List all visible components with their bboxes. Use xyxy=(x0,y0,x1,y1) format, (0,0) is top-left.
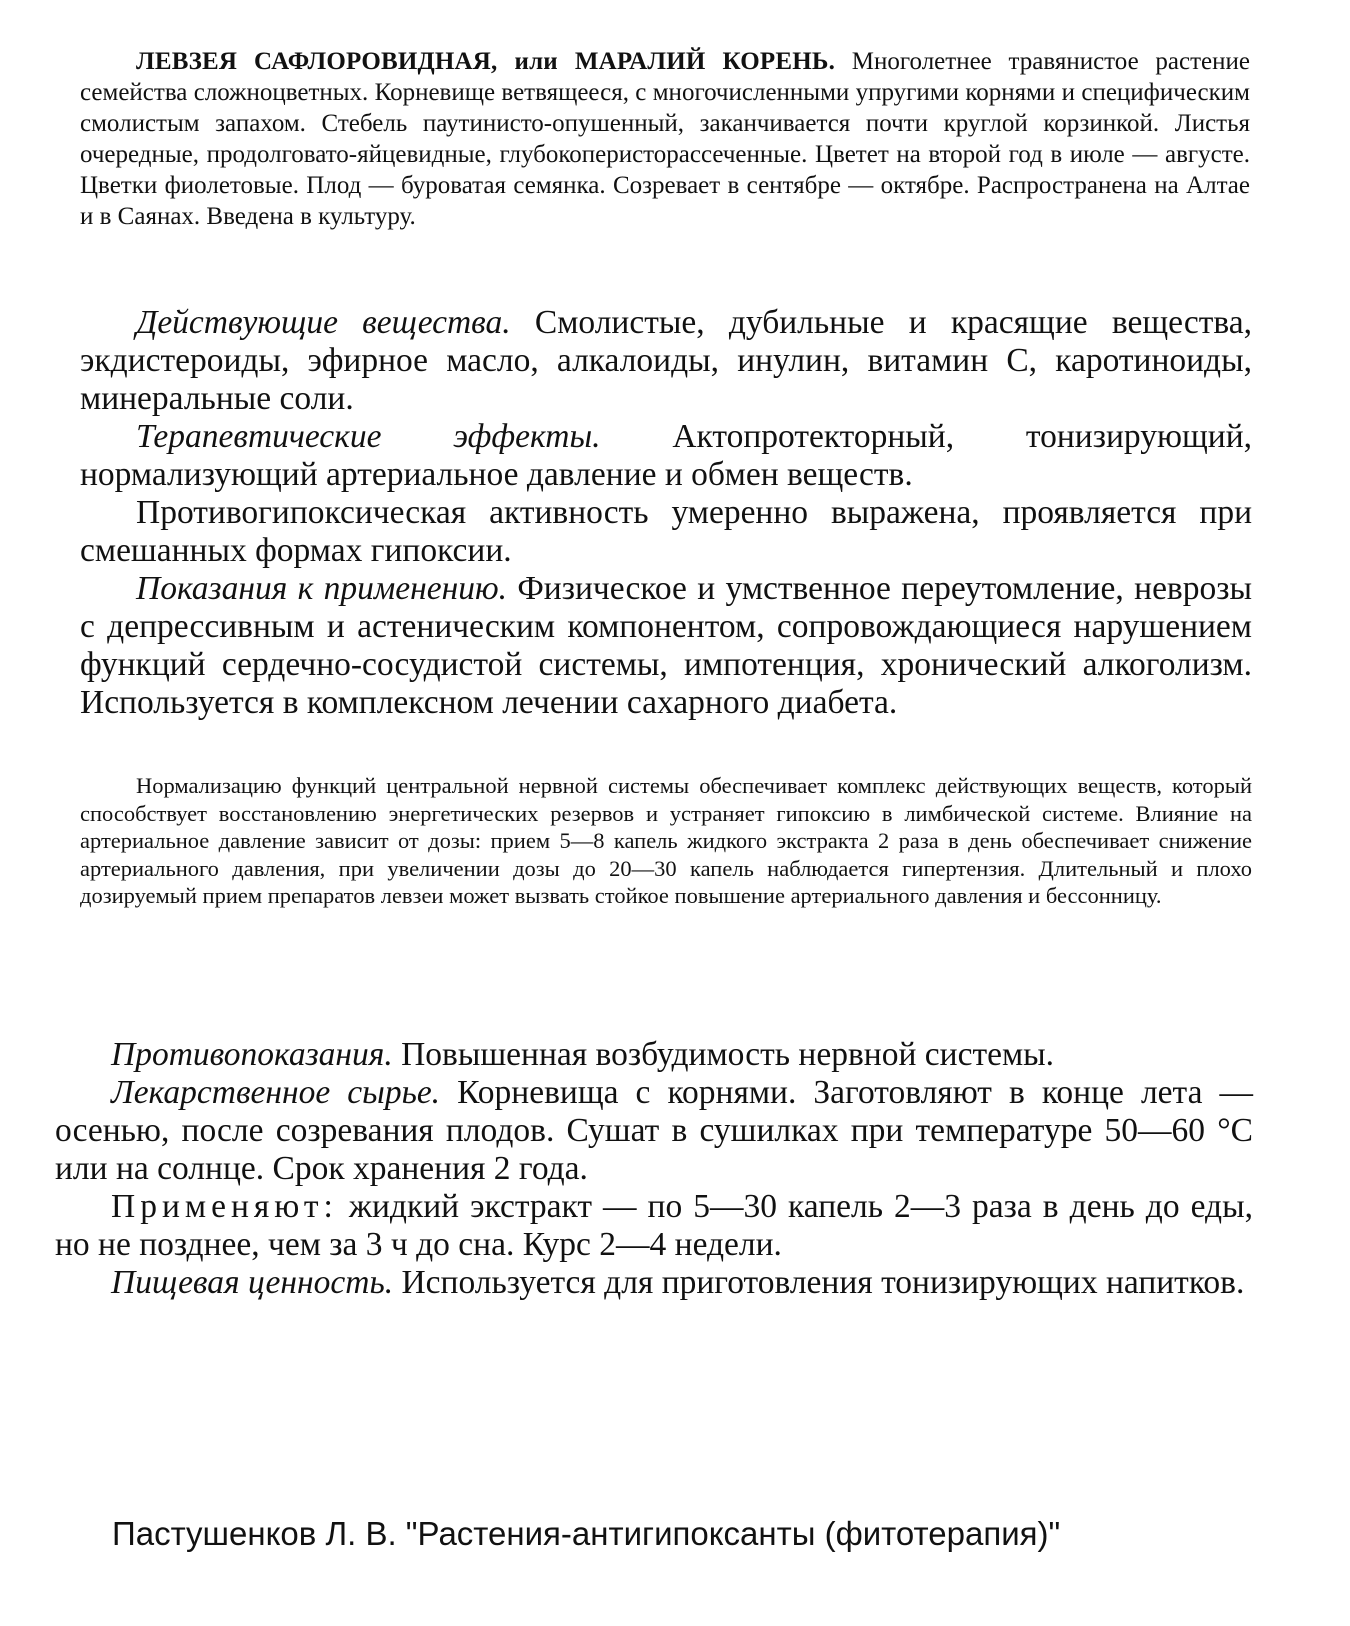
section-label: Действующие вещества. xyxy=(136,304,511,341)
section-usage xyxy=(55,1188,1253,1264)
section-label: Пищевая ценность. xyxy=(111,1264,394,1301)
section-text: Противогипоксическая активность умеренно выражена, проявляется при смешанных формах гипоксии. xyxy=(80,494,1252,569)
section-text: Повышенная возбудимость нервной системы. xyxy=(401,1036,1055,1073)
intro-text: Многолетнее травянистое растение семейства сложноцветных. Корневище ветвящееся, с многочисленными упругими корнями и специфическим смолистым запахом. Стебель паутинисто-опушенный, заканчивается почти круглой корзинкой. Листья очередные, продолговато-яйцевидные, глубокоперисторассеченные. Цветет на второй год в июле — августе. Цветки фиолетовые. Плод — буроватая семянка. Созревает в сентябре — октябре. Распространена на Алтае и в Саянах. Введена в культуру. xyxy=(80,48,1251,230)
section-text: Корневища с корнями. Заготовляют в конце лета — осенью, после созревания плодов. Сушат в сушилках при температуре 50—60 °С или на солнце. Срок хранения 2 года. xyxy=(55,1074,1253,1187)
note-paragraph xyxy=(80,772,1252,910)
section-therapeutic-effects xyxy=(80,418,1252,494)
section-raw-material xyxy=(55,1074,1253,1188)
main-sections-bottom xyxy=(55,1036,1253,1302)
section-label: Терапевтические эффекты. xyxy=(136,418,601,455)
source-citation: Пастушенков Л. В. "Растения-антигипоксанты (фитотерапия)" xyxy=(112,1515,1061,1552)
main-sections-top xyxy=(80,304,1252,722)
section-text: Используется для приготовления тонизирующих напитков. xyxy=(401,1264,1245,1301)
note-text: Нормализацию функций центральной нервной системы обеспечивает комплекс действующих веществ, который способствует восстановлению энергетических резервов и устраняет гипоксию в лимбической системе. Влияние на артериальное давление зависит от дозы: прием 5—8 капель жидкого экстракта 2 раза в день обеспечивает снижение артериального давления, при увеличении дозы до 20—30 капель наблюдается гипертензия. Длительный и плохо дозируемый прием препаратов левзеи может вызвать стойкое повышение артериального давления и бессонницу. xyxy=(80,773,1252,909)
section-antihypoxic xyxy=(80,494,1252,570)
section-label: Лекарственное сырье. xyxy=(111,1074,441,1111)
section-indications xyxy=(80,570,1252,722)
section-contraindications xyxy=(55,1036,1253,1074)
section-active-substances xyxy=(80,304,1252,418)
section-text: Смолистые, дубильные и красящие вещества, экдистероиды, эфирное масло, алкалоиды, инулин, витамин С, каротиноиды, минеральные соли. xyxy=(80,304,1252,417)
intro-paragraph xyxy=(80,46,1250,232)
section-nutritional-value xyxy=(55,1264,1253,1302)
section-text: Физическое и умственное переутомление, неврозы с депрессивным и астеническим компонентом, сопровождающиеся нарушением функций сердечно-сосудистой системы, импотенция, хронический алкоголизм. Используется в комплексном лечении сахарного диабета. xyxy=(80,570,1252,721)
section-text: Актопротекторный, тонизирующий, нормализующий артериальное давление и обмен веществ. xyxy=(80,418,1252,493)
section-label: Показания к применению. xyxy=(136,570,507,607)
section-text: жидкий экстракт — по 5—30 капель 2—3 раза в день до еды, но не позднее, чем за 3 ч до сна. Курс 2—4 недели. xyxy=(55,1188,1253,1263)
plant-heading: ЛЕВЗЕЯ САФЛОРОВИДНАЯ, или МАРАЛИЙ КОРЕНЬ. xyxy=(136,48,836,75)
section-label: Противопоказания. xyxy=(111,1036,393,1073)
section-label: Применяют: xyxy=(111,1188,338,1225)
